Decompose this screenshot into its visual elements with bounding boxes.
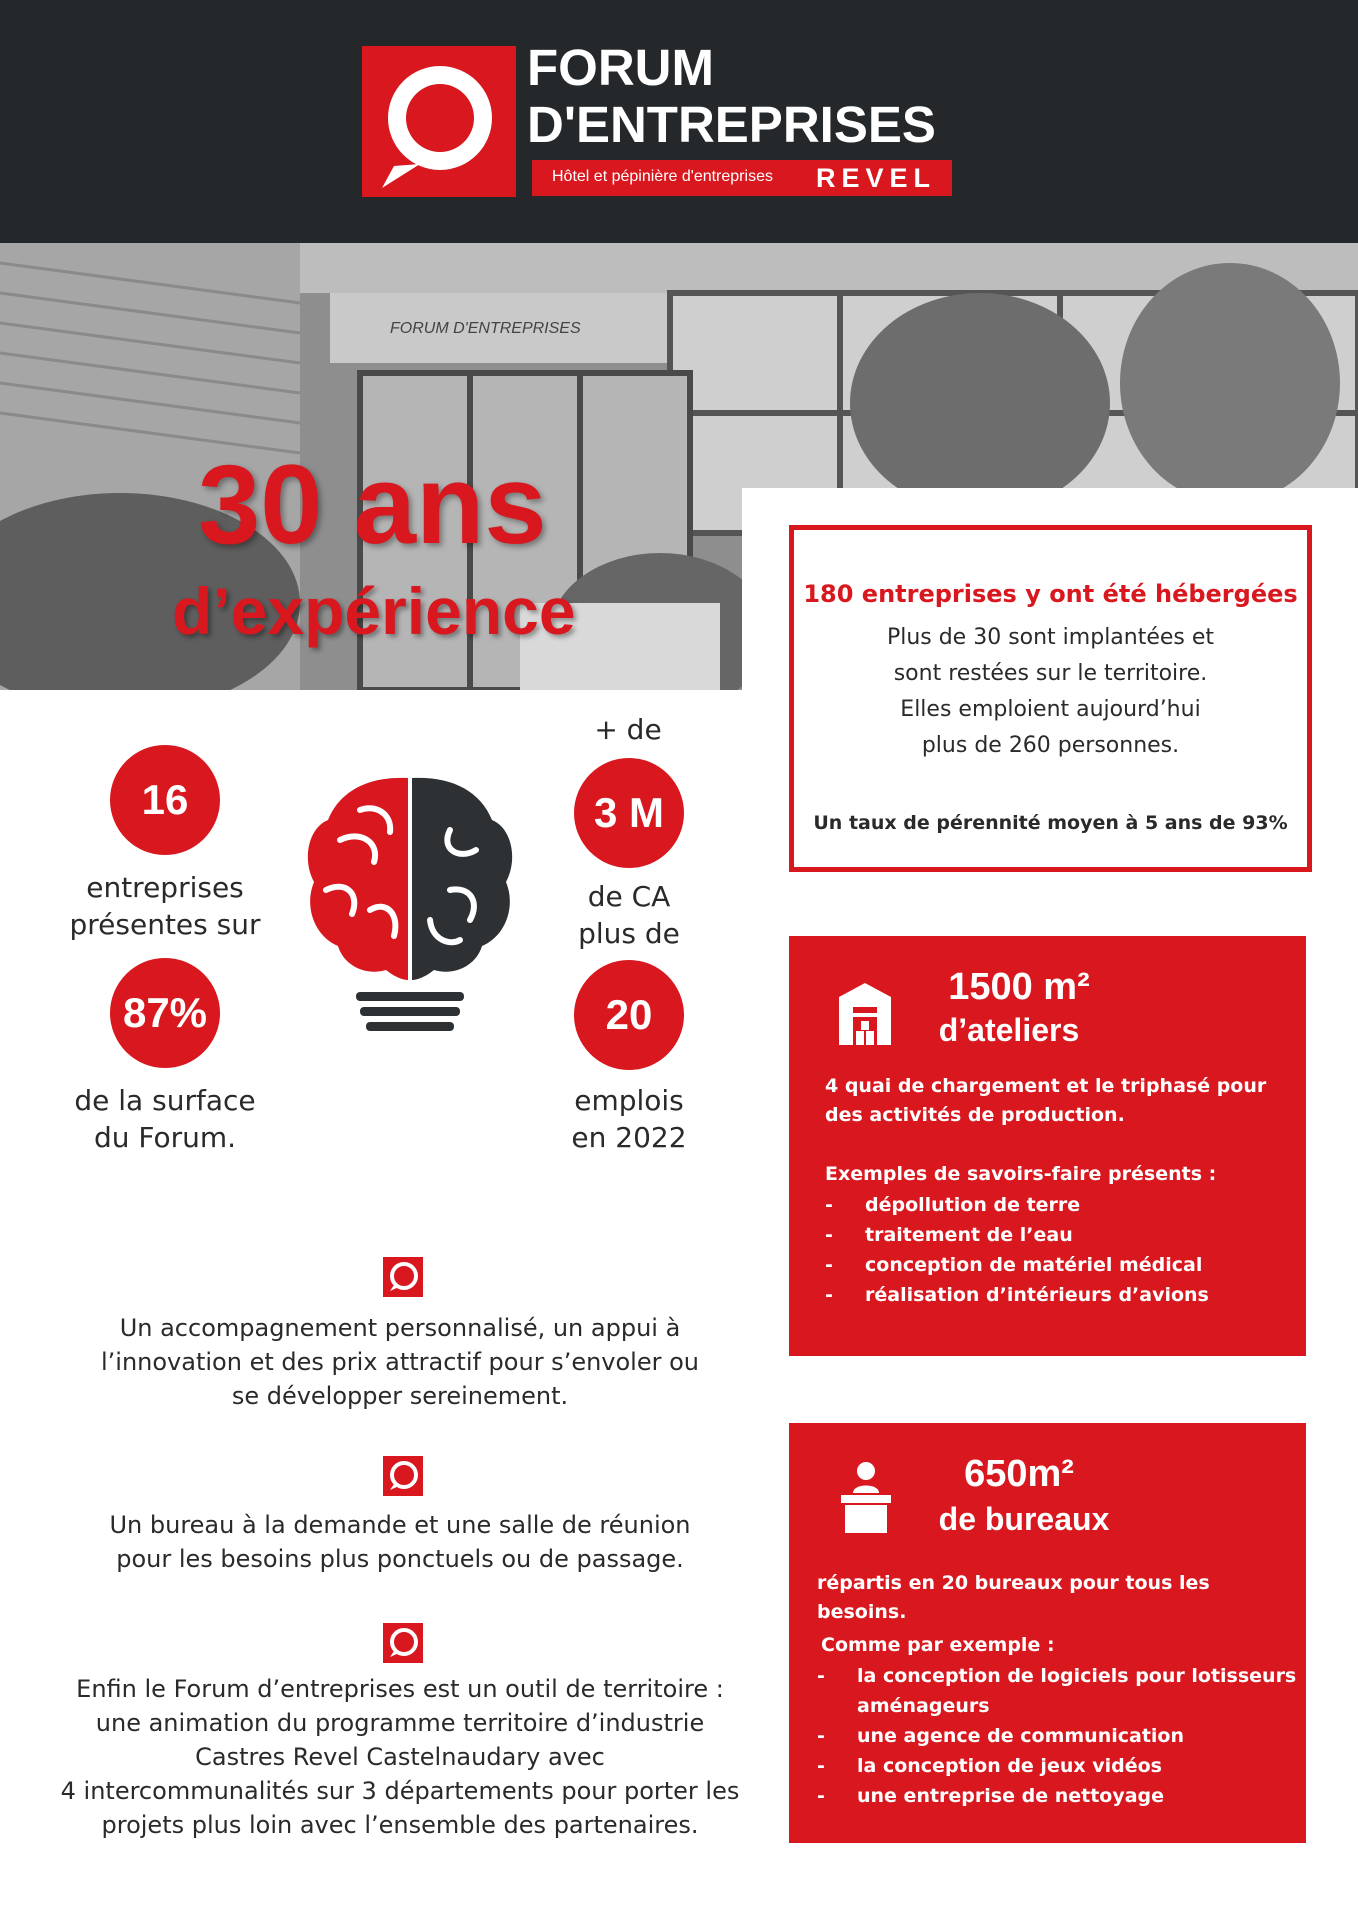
paragraph-line: projets plus loin avec l’ensemble des partenaires.: [101, 1811, 699, 1839]
brand-subtitle-bar: [532, 160, 952, 196]
box-body: [794, 620, 1307, 764]
paragraph-line: Enfin le Forum d’entreprises est un outil de territoire :: [76, 1675, 724, 1703]
speech-bubble-logo: [362, 46, 516, 197]
ateliers-value: 1500 m²: [948, 966, 1090, 1008]
box-line: Elles emploient aujourd’hui: [900, 697, 1201, 722]
ateliers-desc-line: 4 quai de chargement et le triphasé pour: [825, 1075, 1267, 1097]
paragraph-line: Un accompagnement personnalisé, un appui à: [119, 1314, 681, 1342]
paragraph-accompagnement: [40, 1311, 760, 1413]
bureaux-description: répartis en 20 bureaux pour tous les besoins.: [817, 1572, 1210, 1623]
list-item: - traitement de l’eau: [825, 1220, 1285, 1250]
stat-text-line: plus de: [578, 917, 680, 950]
list-item: - réalisation d’intérieurs d’avions: [825, 1280, 1285, 1310]
stat-text-line: de CA: [587, 880, 671, 913]
page-header: [0, 0, 1358, 243]
brain-lightbulb-icon: [300, 770, 520, 1040]
ateliers-examples-list: [825, 1190, 1285, 1310]
entreprises-hebergees-box: [789, 525, 1312, 872]
stat-circle-87: 87%: [110, 958, 220, 1068]
paragraph-line: pour les besoins plus ponctuels ou de passage.: [116, 1545, 684, 1573]
paragraph-line: l’innovation et des prix attractif pour s’envoler ou: [100, 1348, 700, 1376]
paragraph-line: Castres Revel Castelnaudary avec: [195, 1743, 605, 1771]
bureaux-examples-list: [817, 1661, 1297, 1811]
paragraph-bureau: [40, 1508, 760, 1576]
bureaux-examples-title: Comme par exemple :: [821, 1634, 1055, 1656]
warehouse-icon: [837, 981, 893, 1047]
box-title: 180 entreprises y ont été hébergées: [803, 580, 1298, 608]
stat-text-line: de la surface: [74, 1084, 256, 1117]
headline-experience: d’expérience: [172, 574, 576, 648]
ateliers-unit: d’ateliers: [938, 1012, 1080, 1048]
box-footer: Un taux de pérennité moyen à 5 ans de 93%: [813, 812, 1288, 834]
stat-circle-3m: 3 M: [574, 758, 684, 868]
brand-city: REVEL: [815, 163, 936, 193]
brand-title-line2: D'ENTREPRISES: [527, 96, 936, 153]
ateliers-box: [789, 936, 1306, 1356]
list-item: - la conception de jeux vidéos: [817, 1751, 1297, 1781]
list-item: - une agence de communication: [817, 1721, 1297, 1751]
list-item: - dépollution de terre: [825, 1190, 1285, 1220]
stat-text-line: entreprises: [86, 871, 244, 904]
speech-bubble-icon: [383, 1456, 423, 1496]
paragraph-line: 4 intercommunalités sur 3 départements pour porter les: [60, 1777, 740, 1805]
bureaux-box: [789, 1423, 1306, 1843]
box-line: sont restées sur le territoire.: [893, 661, 1208, 686]
stat-text-entreprises: [40, 869, 290, 943]
speech-bubble-icon: [383, 1623, 423, 1663]
stat-text-line: du Forum.: [93, 1121, 237, 1154]
desk-person-icon: [839, 1461, 893, 1533]
ateliers-description: [825, 1072, 1285, 1130]
stat-text-ca: [524, 878, 734, 952]
bureaux-unit: de bureaux: [938, 1501, 1110, 1537]
list-item: - conception de matériel médical: [825, 1250, 1285, 1280]
stat-text-line: emplois: [574, 1084, 684, 1117]
brand-title-line1: FORUM: [527, 39, 714, 96]
list-item: - une entreprise de nettoyage: [817, 1781, 1297, 1811]
list-item: - la conception de logiciels pour lotisseurs aménageurs: [817, 1661, 1297, 1721]
brand-subtitle: Hôtel et pépinière d'entreprises: [552, 168, 773, 185]
stat-text-surface: [40, 1082, 290, 1156]
ateliers-desc-line: des activités de production.: [825, 1104, 1125, 1126]
box-line: plus de 260 personnes.: [921, 733, 1180, 758]
stat-text-line: en 2022: [571, 1121, 687, 1154]
bureaux-value: 650m²: [964, 1453, 1074, 1495]
box-line: Plus de 30 sont implantées et: [886, 625, 1215, 650]
paragraph-line: se développer sereinement.: [231, 1382, 569, 1410]
stat-text-line: présentes sur: [69, 908, 261, 941]
headline-years: 30 ans: [198, 442, 547, 567]
paragraph-line: Un bureau à la demande et une salle de réunion: [109, 1511, 691, 1539]
stat-plus-de: + de: [594, 713, 662, 746]
paragraph-territoire: [30, 1672, 770, 1842]
speech-bubble-icon: [383, 1257, 423, 1297]
speech-bubble-icon: [362, 46, 516, 197]
ateliers-examples-title: Exemples de savoirs-faire présents :: [825, 1163, 1217, 1185]
building-sign-text: FORUM D'ENTREPRISES: [390, 320, 581, 337]
stat-circle-16: 16: [110, 745, 220, 855]
paragraph-line: une animation du programme territoire d’industrie: [95, 1709, 705, 1737]
stat-text-emplois: [524, 1082, 734, 1156]
stat-circle-20: 20: [574, 960, 684, 1070]
